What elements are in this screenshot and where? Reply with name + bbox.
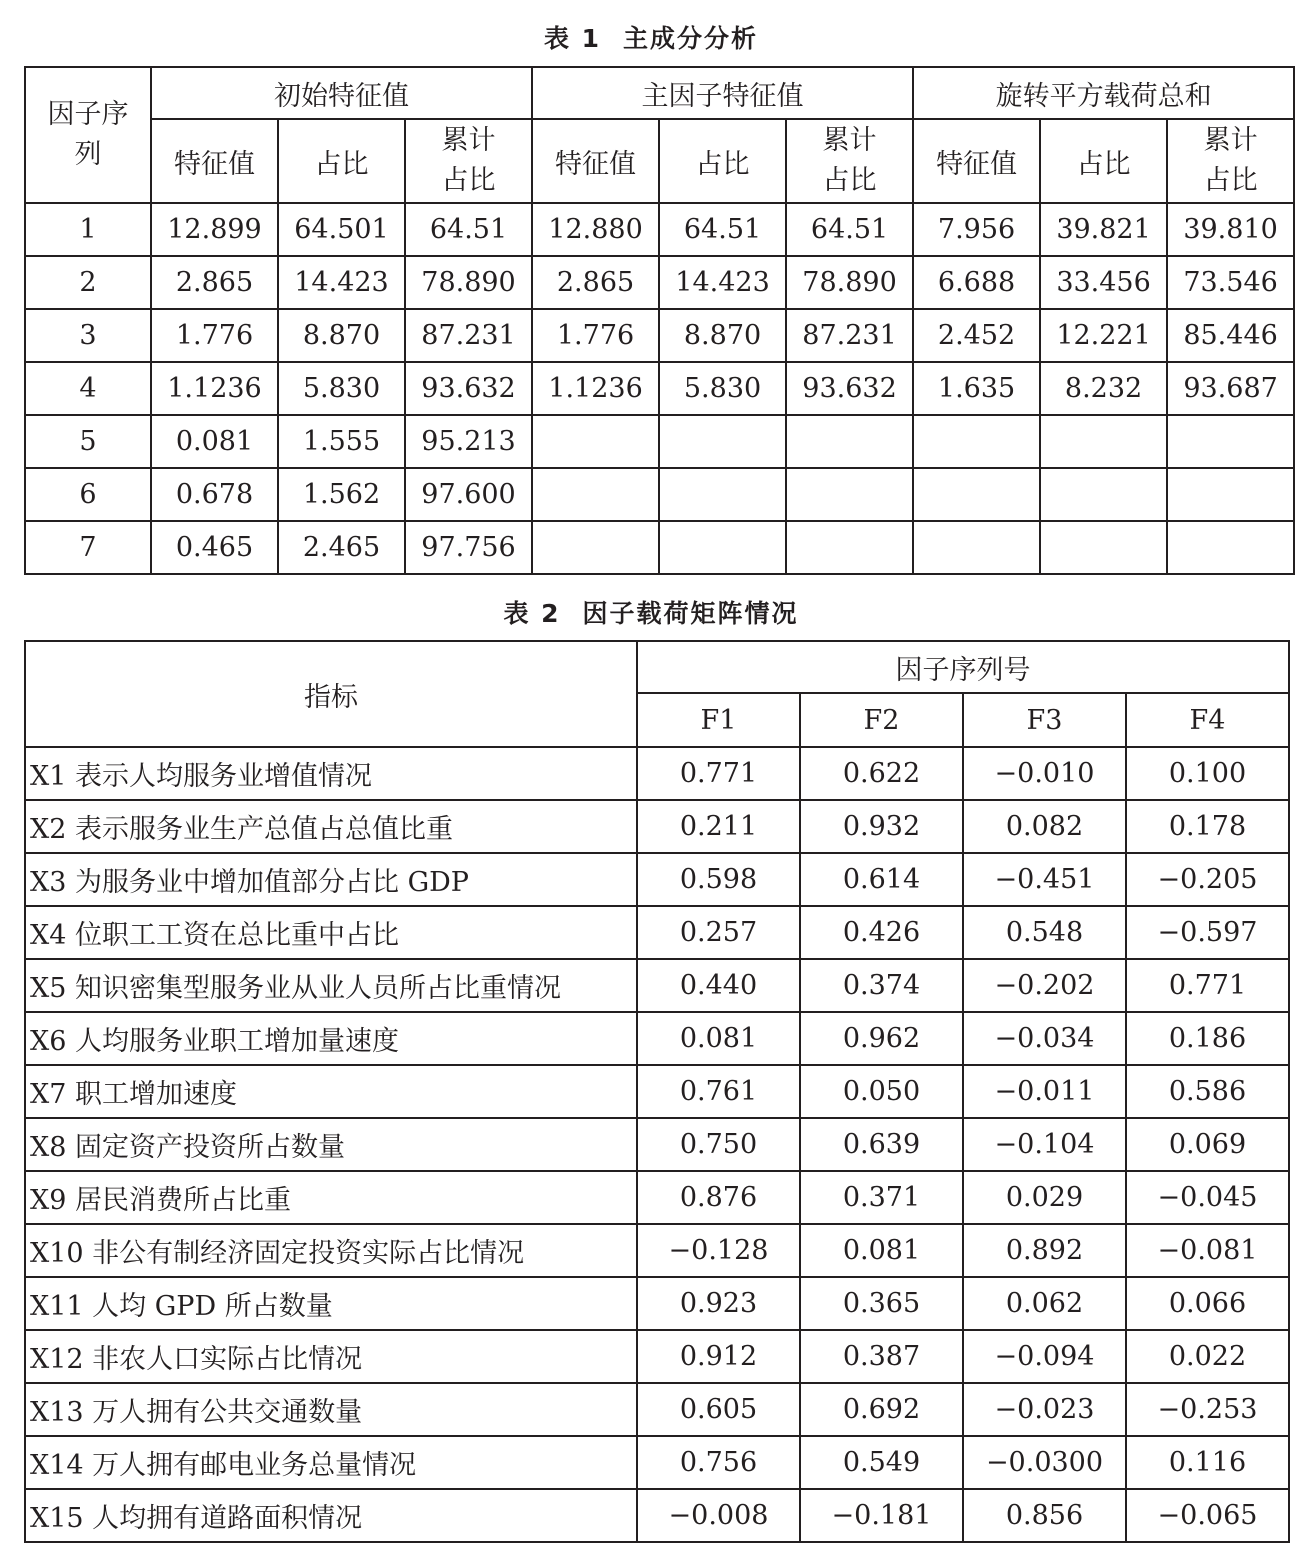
value-cell xyxy=(913,521,1040,574)
indicator-cell: X6 人均服务业职工增加量速度 xyxy=(25,1012,637,1065)
value-cell: −0.253 xyxy=(1126,1383,1289,1436)
sub-header-cumulative: 累计占比 xyxy=(786,119,913,203)
value-cell: −0.181 xyxy=(800,1489,963,1542)
value-cell: 0.066 xyxy=(1126,1277,1289,1330)
value-cell: 1.776 xyxy=(532,309,659,362)
value-cell: 33.456 xyxy=(1040,256,1167,309)
indicator-cell: X12 非农人口实际占比情况 xyxy=(25,1330,637,1383)
value-cell: 7.956 xyxy=(913,203,1040,256)
value-cell: 97.600 xyxy=(405,468,532,521)
value-cell: 0.374 xyxy=(800,959,963,1012)
value-cell: 0.639 xyxy=(800,1118,963,1171)
factor-header-f2: F2 xyxy=(800,693,963,747)
value-cell: 0.756 xyxy=(637,1436,800,1489)
value-cell: 1.1236 xyxy=(532,362,659,415)
table2-caption-number: 表 2 xyxy=(503,599,561,628)
factor-number-cell: 2 xyxy=(25,256,151,309)
value-cell: 93.632 xyxy=(405,362,532,415)
value-cell: 0.387 xyxy=(800,1330,963,1383)
table-row xyxy=(25,362,1294,415)
value-cell: 2.452 xyxy=(913,309,1040,362)
value-cell: −0.010 xyxy=(963,747,1126,800)
value-cell: 0.116 xyxy=(1126,1436,1289,1489)
value-cell xyxy=(913,415,1040,468)
sub-header-ratio: 占比 xyxy=(278,119,405,203)
value-cell: 0.029 xyxy=(963,1171,1126,1224)
value-cell xyxy=(659,521,786,574)
value-cell: 0.678 xyxy=(151,468,278,521)
sub-header-eigenvalue: 特征值 xyxy=(532,119,659,203)
table2-caption xyxy=(0,599,1302,629)
indicator-cell: X9 居民消费所占比重 xyxy=(25,1171,637,1224)
value-cell: 5.830 xyxy=(278,362,405,415)
value-cell: 0.081 xyxy=(800,1224,963,1277)
value-cell: −0.081 xyxy=(1126,1224,1289,1277)
factor-number-cell: 1 xyxy=(25,203,151,256)
value-cell: 0.962 xyxy=(800,1012,963,1065)
value-cell: −0.034 xyxy=(963,1012,1126,1065)
value-cell xyxy=(1040,415,1167,468)
value-cell xyxy=(913,468,1040,521)
value-cell: 0.912 xyxy=(637,1330,800,1383)
value-cell: 0.586 xyxy=(1126,1065,1289,1118)
table-row xyxy=(25,309,1294,362)
value-cell: 0.892 xyxy=(963,1224,1126,1277)
factor-group-header: 因子序列号 xyxy=(637,641,1289,693)
table-row xyxy=(25,853,1289,906)
value-cell xyxy=(1167,468,1294,521)
value-cell: 0.605 xyxy=(637,1383,800,1436)
value-cell: 0.692 xyxy=(800,1383,963,1436)
indicator-cell: X14 万人拥有邮电业务总量情况 xyxy=(25,1436,637,1489)
table-row xyxy=(25,1436,1289,1489)
value-cell: 64.51 xyxy=(405,203,532,256)
value-cell: 0.622 xyxy=(800,747,963,800)
group-header-rotated: 旋转平方载荷总和 xyxy=(913,67,1294,119)
sub-header-eigenvalue: 特征值 xyxy=(151,119,278,203)
table2-caption-title: 因子载荷矩阵情况 xyxy=(582,599,799,628)
value-cell: 0.082 xyxy=(963,800,1126,853)
factor-order-header: 因子序列 xyxy=(25,67,151,203)
value-cell: 95.213 xyxy=(405,415,532,468)
value-cell xyxy=(659,468,786,521)
table-row xyxy=(25,1012,1289,1065)
value-cell: 64.51 xyxy=(659,203,786,256)
value-cell: 87.231 xyxy=(405,309,532,362)
value-cell: −0.094 xyxy=(963,1330,1126,1383)
indicator-cell: X5 知识密集型服务业从业人员所占比重情况 xyxy=(25,959,637,1012)
table-row xyxy=(25,468,1294,521)
table-row xyxy=(25,1383,1289,1436)
value-cell: 12.221 xyxy=(1040,309,1167,362)
value-cell: 1.1236 xyxy=(151,362,278,415)
value-cell: 2.865 xyxy=(151,256,278,309)
indicator-cell: X7 职工增加速度 xyxy=(25,1065,637,1118)
value-cell: 6.688 xyxy=(913,256,1040,309)
value-cell: 0.371 xyxy=(800,1171,963,1224)
value-cell: 0.211 xyxy=(637,800,800,853)
value-cell: 87.231 xyxy=(786,309,913,362)
value-cell: 12.880 xyxy=(532,203,659,256)
value-cell: 0.598 xyxy=(637,853,800,906)
table1-caption xyxy=(0,24,1302,54)
value-cell: 0.178 xyxy=(1126,800,1289,853)
value-cell: −0.205 xyxy=(1126,853,1289,906)
table-row xyxy=(25,256,1294,309)
value-cell xyxy=(1040,468,1167,521)
value-cell xyxy=(532,521,659,574)
table-row xyxy=(25,203,1294,256)
value-cell: 0.856 xyxy=(963,1489,1126,1542)
table1-caption-number: 表 1 xyxy=(543,24,602,53)
indicator-cell: X2 表示服务业生产总值占总值比重 xyxy=(25,800,637,853)
value-cell: 2.465 xyxy=(278,521,405,574)
indicator-header: 指标 xyxy=(25,641,637,747)
table-row xyxy=(25,1330,1289,1383)
value-cell: 0.100 xyxy=(1126,747,1289,800)
table-row xyxy=(25,1489,1289,1542)
value-cell: −0.008 xyxy=(637,1489,800,1542)
value-cell: 64.501 xyxy=(278,203,405,256)
factor-number-cell: 5 xyxy=(25,415,151,468)
table-row xyxy=(25,747,1289,800)
table1-body xyxy=(25,203,1294,574)
group-header-main-factor: 主因子特征值 xyxy=(532,67,913,119)
principal-component-table xyxy=(24,66,1295,575)
value-cell: 12.899 xyxy=(151,203,278,256)
value-cell: 0.440 xyxy=(637,959,800,1012)
table-row xyxy=(25,415,1294,468)
indicator-cell: X11 人均 GPD 所占数量 xyxy=(25,1277,637,1330)
value-cell: 0.022 xyxy=(1126,1330,1289,1383)
value-cell: 0.426 xyxy=(800,906,963,959)
indicator-cell: X3 为服务业中增加值部分占比 GDP xyxy=(25,853,637,906)
value-cell: −0.023 xyxy=(963,1383,1126,1436)
value-cell: 1.776 xyxy=(151,309,278,362)
factor-number-cell: 6 xyxy=(25,468,151,521)
value-cell: 39.821 xyxy=(1040,203,1167,256)
factor-number-cell: 4 xyxy=(25,362,151,415)
value-cell: 64.51 xyxy=(786,203,913,256)
value-cell xyxy=(786,468,913,521)
value-cell: 85.446 xyxy=(1167,309,1294,362)
factor-loading-table xyxy=(24,640,1290,1543)
value-cell: 1.562 xyxy=(278,468,405,521)
table-row xyxy=(25,906,1289,959)
table-row xyxy=(25,1224,1289,1277)
value-cell: 0.081 xyxy=(151,415,278,468)
value-cell: 0.771 xyxy=(1126,959,1289,1012)
value-cell: 93.687 xyxy=(1167,362,1294,415)
sub-header-ratio: 占比 xyxy=(1040,119,1167,203)
value-cell xyxy=(1040,521,1167,574)
table-row xyxy=(25,521,1294,574)
indicator-cell: X8 固定资产投资所占数量 xyxy=(25,1118,637,1171)
value-cell: 0.186 xyxy=(1126,1012,1289,1065)
value-cell: −0.202 xyxy=(963,959,1126,1012)
value-cell: 0.069 xyxy=(1126,1118,1289,1171)
indicator-cell: X15 人均拥有道路面积情况 xyxy=(25,1489,637,1542)
value-cell: 8.870 xyxy=(278,309,405,362)
value-cell: −0.045 xyxy=(1126,1171,1289,1224)
value-cell xyxy=(786,415,913,468)
value-cell xyxy=(1167,415,1294,468)
value-cell: 0.365 xyxy=(800,1277,963,1330)
value-cell: 78.890 xyxy=(405,256,532,309)
value-cell: 0.257 xyxy=(637,906,800,959)
indicator-cell: X10 非公有制经济固定投资实际占比情况 xyxy=(25,1224,637,1277)
sub-header-ratio: 占比 xyxy=(659,119,786,203)
table-row xyxy=(25,1065,1289,1118)
value-cell xyxy=(532,468,659,521)
indicator-cell: X13 万人拥有公共交通数量 xyxy=(25,1383,637,1436)
value-cell: 39.810 xyxy=(1167,203,1294,256)
group-header-initial: 初始特征值 xyxy=(151,67,532,119)
value-cell: 0.750 xyxy=(637,1118,800,1171)
value-cell: 2.865 xyxy=(532,256,659,309)
table-row xyxy=(25,959,1289,1012)
value-cell: 14.423 xyxy=(659,256,786,309)
value-cell: 0.549 xyxy=(800,1436,963,1489)
factor-header-f3: F3 xyxy=(963,693,1126,747)
value-cell: 0.932 xyxy=(800,800,963,853)
value-cell xyxy=(1167,521,1294,574)
table1-caption-title: 主成分分析 xyxy=(623,24,759,53)
value-cell: 97.756 xyxy=(405,521,532,574)
table-row xyxy=(25,1118,1289,1171)
value-cell: 0.923 xyxy=(637,1277,800,1330)
table2-body xyxy=(25,747,1289,1542)
sub-header-eigenvalue: 特征值 xyxy=(913,119,1040,203)
value-cell: 73.546 xyxy=(1167,256,1294,309)
table-row xyxy=(25,1277,1289,1330)
value-cell: 0.548 xyxy=(963,906,1126,959)
value-cell xyxy=(532,415,659,468)
indicator-cell: X1 表示人均服务业增值情况 xyxy=(25,747,637,800)
value-cell: −0.0300 xyxy=(963,1436,1126,1489)
factor-header-f4: F4 xyxy=(1126,693,1289,747)
factor-number-cell: 3 xyxy=(25,309,151,362)
value-cell: −0.451 xyxy=(963,853,1126,906)
value-cell: 0.876 xyxy=(637,1171,800,1224)
value-cell xyxy=(786,521,913,574)
value-cell: 0.614 xyxy=(800,853,963,906)
value-cell: 8.232 xyxy=(1040,362,1167,415)
value-cell: −0.011 xyxy=(963,1065,1126,1118)
value-cell: −0.104 xyxy=(963,1118,1126,1171)
value-cell: −0.597 xyxy=(1126,906,1289,959)
value-cell: 8.870 xyxy=(659,309,786,362)
value-cell: 0.062 xyxy=(963,1277,1126,1330)
value-cell: 5.830 xyxy=(659,362,786,415)
factor-header-f1: F1 xyxy=(637,693,800,747)
value-cell: 14.423 xyxy=(278,256,405,309)
value-cell: 0.050 xyxy=(800,1065,963,1118)
value-cell: 0.465 xyxy=(151,521,278,574)
value-cell: 1.555 xyxy=(278,415,405,468)
value-cell: 1.635 xyxy=(913,362,1040,415)
value-cell xyxy=(659,415,786,468)
value-cell: 0.081 xyxy=(637,1012,800,1065)
sub-header-cumulative: 累计占比 xyxy=(405,119,532,203)
factor-number-cell: 7 xyxy=(25,521,151,574)
value-cell: −0.065 xyxy=(1126,1489,1289,1542)
value-cell: 0.771 xyxy=(637,747,800,800)
indicator-cell: X4 位职工工资在总比重中占比 xyxy=(25,906,637,959)
sub-header-cumulative: 累计占比 xyxy=(1167,119,1294,203)
table-row xyxy=(25,800,1289,853)
value-cell: 0.761 xyxy=(637,1065,800,1118)
value-cell: 78.890 xyxy=(786,256,913,309)
table-row xyxy=(25,1171,1289,1224)
value-cell: 93.632 xyxy=(786,362,913,415)
value-cell: −0.128 xyxy=(637,1224,800,1277)
